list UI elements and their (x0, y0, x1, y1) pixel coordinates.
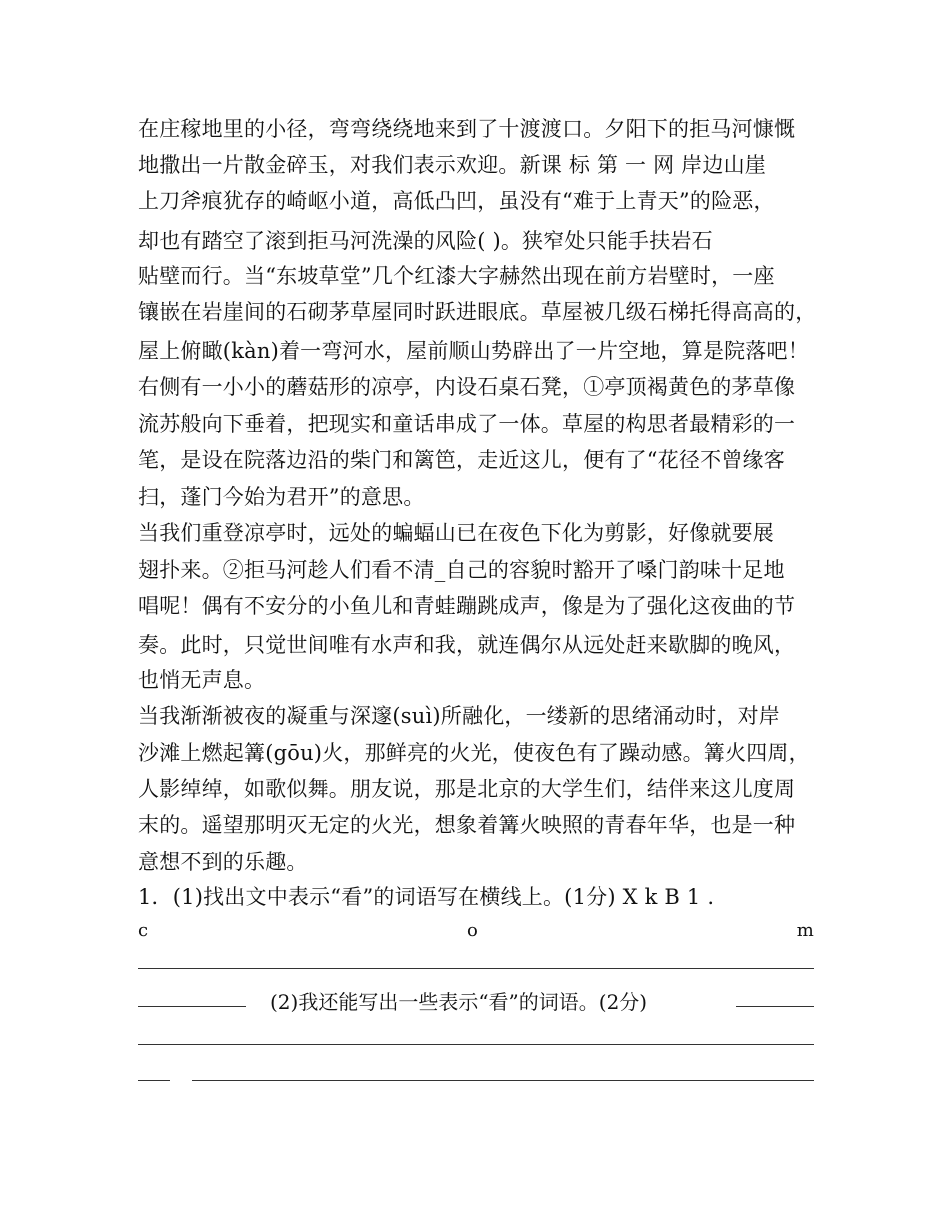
answer-blank-line[interactable] (192, 1080, 814, 1081)
passage-line: 在庄稼地里的小径，弯弯绕绕地来到了十渡渡口。夕阳下的拒马河慷慨 (138, 117, 796, 141)
watermark-char: m (796, 920, 814, 941)
passage-line: 上刀斧痕犹存的崎岖小道，高低凸凹，虽没有“难于上青天”的险恶， (138, 189, 775, 213)
passage-line: 镶嵌在岩崖间的石砌茅草屋同时跃进眼底。草屋被几级石梯托得高高的， (138, 300, 817, 324)
watermark-row (138, 917, 814, 945)
passage-line: 奏。此时，只觉世间唯有水声和我，就连偶尔从远处赶来歇脚的晚风， (138, 633, 796, 657)
passage-line: 也悄无声息。 (138, 668, 266, 692)
passage-line: 翅扑来。②拒马河趁人们看不清_自己的容貌时豁开了嗓门韵味十足地 (138, 558, 785, 582)
passage-line: 右侧有一小小的蘑菇形的凉亭，内设石桌石凳，①亭顶褐黄色的茅草像 (138, 375, 796, 399)
passage-line: 屋上俯瞰(kàn)着一弯河水，屋前顺山势辟出了一片空地，算是院落吧！ (138, 339, 809, 363)
passage-line: 末的。遥望那明灭无定的火光，想象着篝火映照的青春年华，也是一种 (138, 813, 796, 837)
passage-line: 唱呢！偶有不安分的小鱼儿和青蛙蹦跳成声，像是为了强化这夜曲的节 (138, 594, 796, 618)
watermark-char: c (138, 920, 149, 941)
passage-line: 当我渐渐被夜的凝重与深邃(suì)所融化，一缕新的思绪涌动时，对岸 (138, 704, 781, 728)
passage-line: 沙滩上燃起篝(gōu)火，那鲜亮的火光，使夜色有了躁动感。篝火四周， (138, 741, 810, 765)
passage-line: 笔，是设在院落边沿的柴门和篱笆，走近这儿，便有了“花径不曾缘客 (138, 448, 785, 472)
passage-line: 人影绰绰，如歌似舞。朋友说，那是北京的大学生们，结伴来这儿度周 (138, 777, 796, 801)
answer-blank-line[interactable] (138, 1044, 814, 1045)
passage-line: 地撒出一片散金碎玉，对我们表示欢迎。新课 标 第 一 网 岸边山崖 (138, 153, 766, 177)
answer-blank-short[interactable] (736, 1006, 814, 1007)
question-2: (2)我还能写出一些表示“看”的词语。(2分) (270, 990, 648, 1014)
passage-line: 扫，蓬门今始为君开”的意思。 (138, 485, 425, 509)
question-2-row (270, 988, 690, 1016)
passage-line: 却也有踏空了滚到拒马河洗澡的风险( )。狭窄处只能手扶岩石 (138, 229, 713, 253)
answer-blank-short[interactable] (138, 1006, 246, 1007)
question-1: 1．(1)找出文中表示“看”的词语写在横线上。(1分) X k B 1 . (138, 885, 715, 909)
answer-blank-short[interactable] (138, 1080, 170, 1081)
passage-line: 意想不到的乐趣。 (138, 850, 308, 874)
watermark-char: o (466, 920, 479, 941)
passage-line: 当我们重登凉亭时，远处的蝙蝠山已在夜色下化为剪影，好像就要展 (138, 521, 774, 545)
passage-line: 贴壁而行。当“东坡草堂”几个红漆大字赫然出现在前方岩壁时，一座 (138, 264, 775, 288)
passage-line: 流苏般向下垂着，把现实和童话串成了一体。草屋的构思者最精彩的一 (138, 412, 796, 436)
answer-blank-line[interactable] (138, 968, 814, 969)
